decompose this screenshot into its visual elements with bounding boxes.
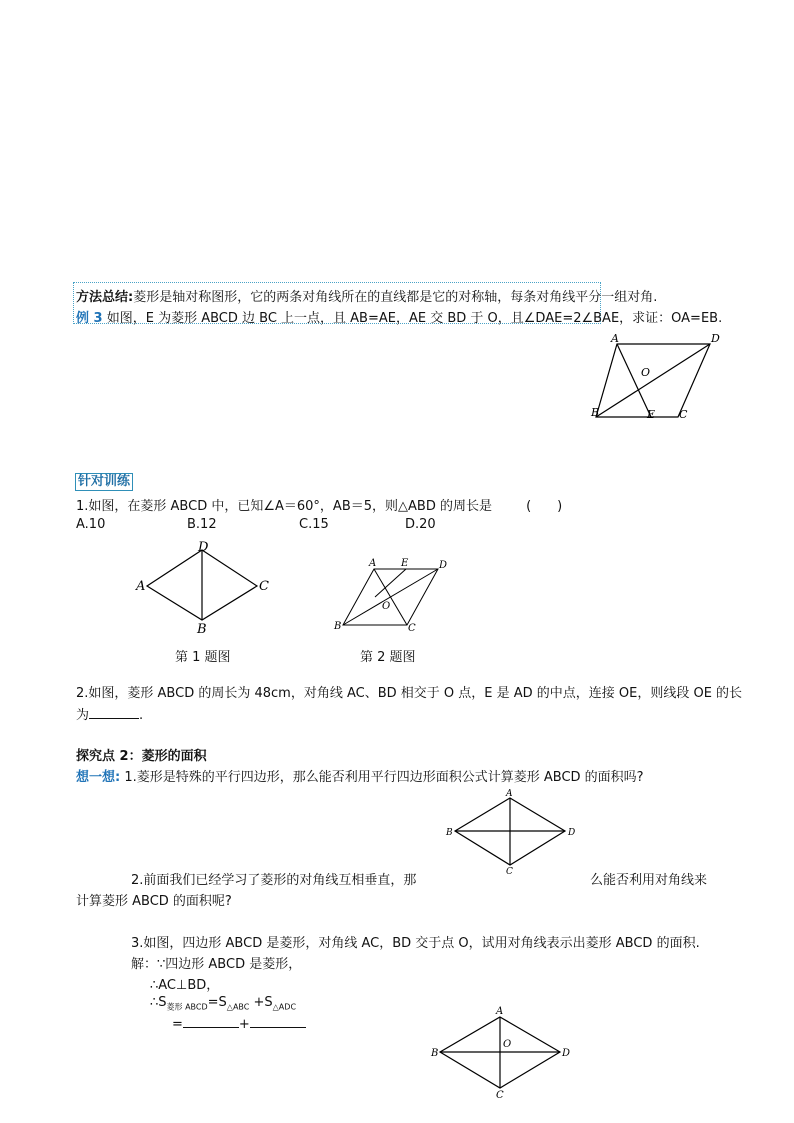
explore2-title: 探究点 2：菱形的面积	[76, 749, 207, 764]
fig1-label-d: D	[198, 540, 209, 555]
training-q1-option-c: C.15	[299, 517, 329, 532]
ex3-label-b: B	[591, 406, 600, 419]
training-q1-paren: ( )	[526, 499, 563, 514]
sol3-sub: 菱形 ABCD	[166, 1002, 208, 1012]
fig2-label-d: D	[439, 560, 448, 571]
sol3-eq: =S	[207, 995, 227, 1010]
fig2-label-c: C	[408, 623, 416, 634]
fig2-label-a: A	[369, 558, 377, 569]
explore-fig3-rhombus	[425, 1005, 575, 1100]
training-q1-option-d: D.20	[405, 517, 436, 532]
example3-label: 例 3	[76, 311, 103, 326]
training-q1	[76, 495, 562, 514]
ex3-label-d: D	[711, 332, 720, 345]
training-q1-option-b: B.12	[187, 517, 217, 532]
sol4-blank2	[250, 1015, 306, 1028]
explore2-sol4	[172, 1015, 306, 1032]
sol4-eq: =	[172, 1017, 183, 1032]
explore2-q3: 3.如图，四边形 ABCD 是菱形，对角线 AC，BD 交于点 O，试用对角线表示出菱形 ABCD 的面积.	[131, 936, 700, 951]
example3-line	[76, 307, 722, 326]
explore2-q2-part1: 2.前面我们已经学习了菱形的对角线互相垂直，那	[131, 873, 417, 888]
training-q1-option-a: A.10	[76, 517, 106, 532]
explore2-q1: 1.菱形是特殊的平行四边形，那么能否利用平行四边形面积公式计算菱形 ABCD 的面积吗?	[124, 770, 644, 785]
training-q2-line1: 2.如图，菱形 ABCD 的周长为 48cm，对角线 AC、BD 相交于 O 点，E 是 AD 的中点，连接 OE，则线段 OE 的长	[76, 686, 743, 701]
sol3-plus: +S	[253, 995, 273, 1010]
explore2-sol2: ∴AC⊥BD，	[150, 978, 220, 993]
fig1-label-b: B	[197, 622, 207, 637]
explore-fig1-label-a: A	[506, 789, 513, 799]
fig2-label-e: E	[401, 558, 409, 569]
explore2-sol3	[150, 995, 296, 1013]
method-summary-line	[76, 286, 657, 305]
fig1-rhombus	[130, 538, 280, 638]
fig1-caption: 第 1 题图	[175, 650, 231, 665]
explore-fig3-label-o: O	[503, 1039, 512, 1050]
explore-fig1-rhombus	[440, 785, 585, 875]
explore2-q2-part2: 么能否利用对角线来	[590, 873, 708, 888]
fig2-caption: 第 2 题图	[360, 650, 416, 665]
training-q1-text: 1.如图，在菱形 ABCD 中，已知∠A＝60°，AB＝5，则△ABD 的周长是	[76, 499, 492, 514]
think-label: 想一想:	[76, 770, 121, 785]
explore-fig1-label-d: D	[568, 828, 576, 838]
explore2-q2-line2: 计算菱形 ABCD 的面积呢?	[76, 894, 232, 909]
sol3-sub2: △ABC	[226, 1002, 250, 1012]
example3-figure	[585, 330, 725, 425]
ex3-label-o: O	[641, 366, 651, 379]
example3-text: 如图，E 为菱形 ABCD 边 BC 上一点，且 AB=AE，AE 交 BD 于 O，且∠DAE=2∠BAE，求证：OA=EB.	[106, 311, 723, 326]
explore2-q1-line	[76, 766, 644, 785]
explore-fig3-label-d: D	[562, 1048, 571, 1059]
ex3-label-a: A	[611, 332, 619, 345]
fig1-label-c: C	[259, 579, 269, 594]
training-q2-prefix: 为	[76, 708, 90, 723]
sol4-blank1	[183, 1015, 239, 1028]
fig2-label-o: O	[382, 601, 391, 612]
training-q2-suffix: .	[139, 708, 144, 723]
fig2-rhombus	[330, 555, 455, 635]
method-summary-text: 菱形是轴对称图形，它的两条对角线所在的直线都是它的对称轴，每条对角线平分一组对角.	[133, 290, 658, 305]
explore-fig1-label-c: C	[506, 867, 513, 875]
method-summary-label: 方法总结:	[76, 290, 134, 305]
fig2-label-b: B	[334, 621, 342, 632]
ex3-label-c: C	[679, 408, 688, 421]
explore-fig3-label-c: C	[496, 1090, 504, 1100]
fig1-label-a: A	[136, 579, 146, 594]
training-label: 针对训练	[75, 473, 133, 491]
sol4-plus: +	[238, 1017, 250, 1032]
explore-fig3-label-b: B	[431, 1048, 439, 1059]
training-q2-line2	[76, 704, 143, 723]
explore-fig3-label-a: A	[496, 1006, 504, 1017]
ex3-label-e: E	[647, 408, 656, 421]
training-q2-blank	[89, 706, 139, 719]
explore2-sol1: 解：∵四边形 ABCD 是菱形，	[131, 957, 302, 972]
explore-fig1-label-b: B	[446, 828, 453, 838]
sol3-s: ∴S	[150, 995, 167, 1010]
sol3-sub3: △ADC	[272, 1002, 297, 1012]
